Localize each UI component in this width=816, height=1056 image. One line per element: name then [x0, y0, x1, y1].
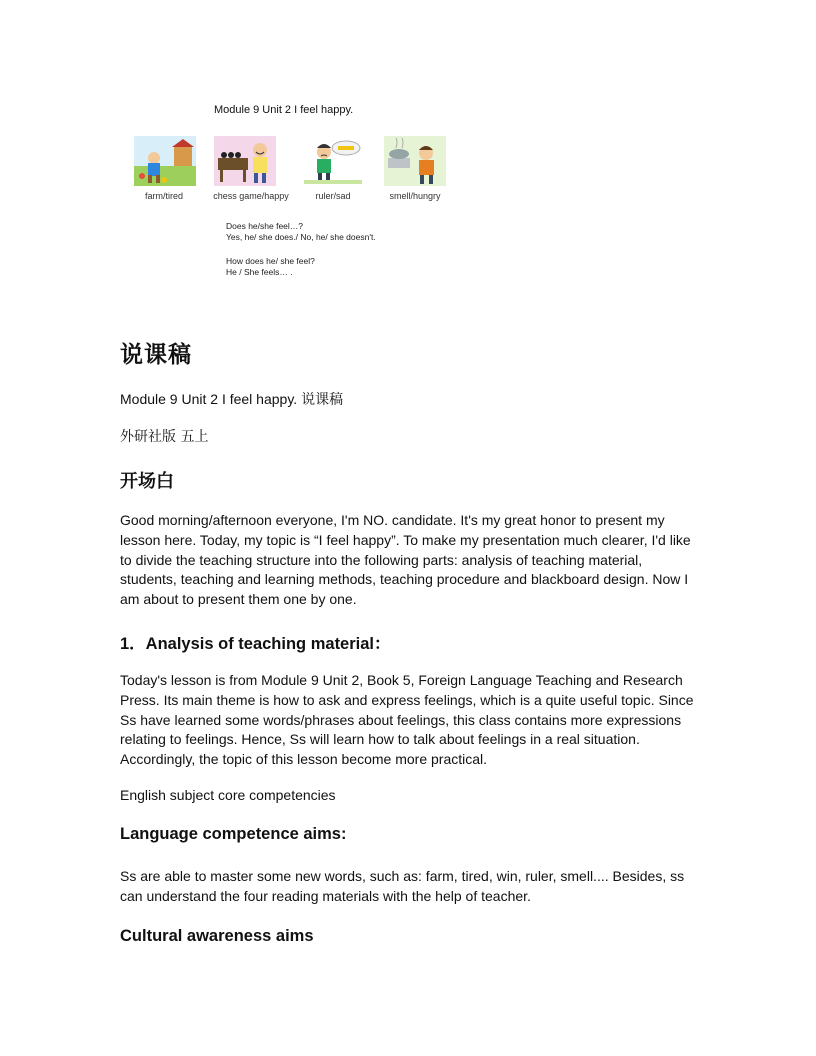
question-line-2: How does he/ she feel?: [226, 256, 315, 266]
picture-label-farm: farm/tired: [144, 191, 183, 201]
ruler-sad-picture: [302, 136, 364, 186]
answer-line-1: Yes, he/ she does./ No, he/ she doesn't.: [226, 232, 376, 242]
opening-paragraph: Good morning/afternoon everyone, I'm NO. candidate. It's my great honor to present my lesson here. Today, my topic is “I feel happy”. To make my presentation much clearer, I'd like to divide the teaching structure into the following parts: analysis of teaching material, students, teaching and learning methods, teaching procedure and blackboard design. Now I am about to present them one by one.: [120, 512, 691, 608]
language-aims-paragraph: Ss are able to master some new words, such as: farm, tired, win, ruler, smell.... Besides, ss can understand the four reading materials with the help of teacher.: [120, 868, 685, 904]
answer-line-2: He / She feels… .: [226, 267, 293, 277]
language-aims-heading: Language competence aims:: [120, 825, 347, 843]
lesson-board-image: [130, 100, 460, 285]
chess-happy-picture: [214, 136, 276, 186]
picture-label-smell: smell/hungry: [389, 191, 441, 201]
publisher-line: 外研社版 五上: [120, 429, 209, 445]
farm-tired-picture: [134, 136, 196, 186]
picture-label-chess: chess game/happy: [213, 191, 289, 201]
document-subtitle: Module 9 Unit 2 I feel happy. 说课稿: [120, 391, 344, 407]
board-title: Module 9 Unit 2 I feel happy.: [214, 104, 354, 116]
smell-hungry-picture: [384, 136, 446, 186]
picture-label-ruler: ruler/sad: [315, 191, 351, 201]
cultural-aims-heading: Cultural awareness aims: [120, 927, 314, 945]
opening-heading: 开场白: [120, 471, 174, 492]
document-title: 说课稿: [120, 342, 192, 368]
core-competencies-line: English subject core competencies: [120, 787, 336, 803]
question-line-1: Does he/she feel…?: [226, 221, 304, 231]
section-1-paragraph: Today's lesson is from Module 9 Unit 2, Book 5, Foreign Language Teaching and Research Press. Its main theme is how to ask and express feelings, which is a quite useful topic. Since Ss have learned some words/phrases about feelings, this class contains more expressions relating to feelings. Hence, Ss will learn how to talk about feelings in a real situation. Accordingly, the topic of this lesson become more practical.: [120, 672, 694, 768]
section-1-heading: 1．Analysis of teaching material：: [120, 635, 391, 653]
